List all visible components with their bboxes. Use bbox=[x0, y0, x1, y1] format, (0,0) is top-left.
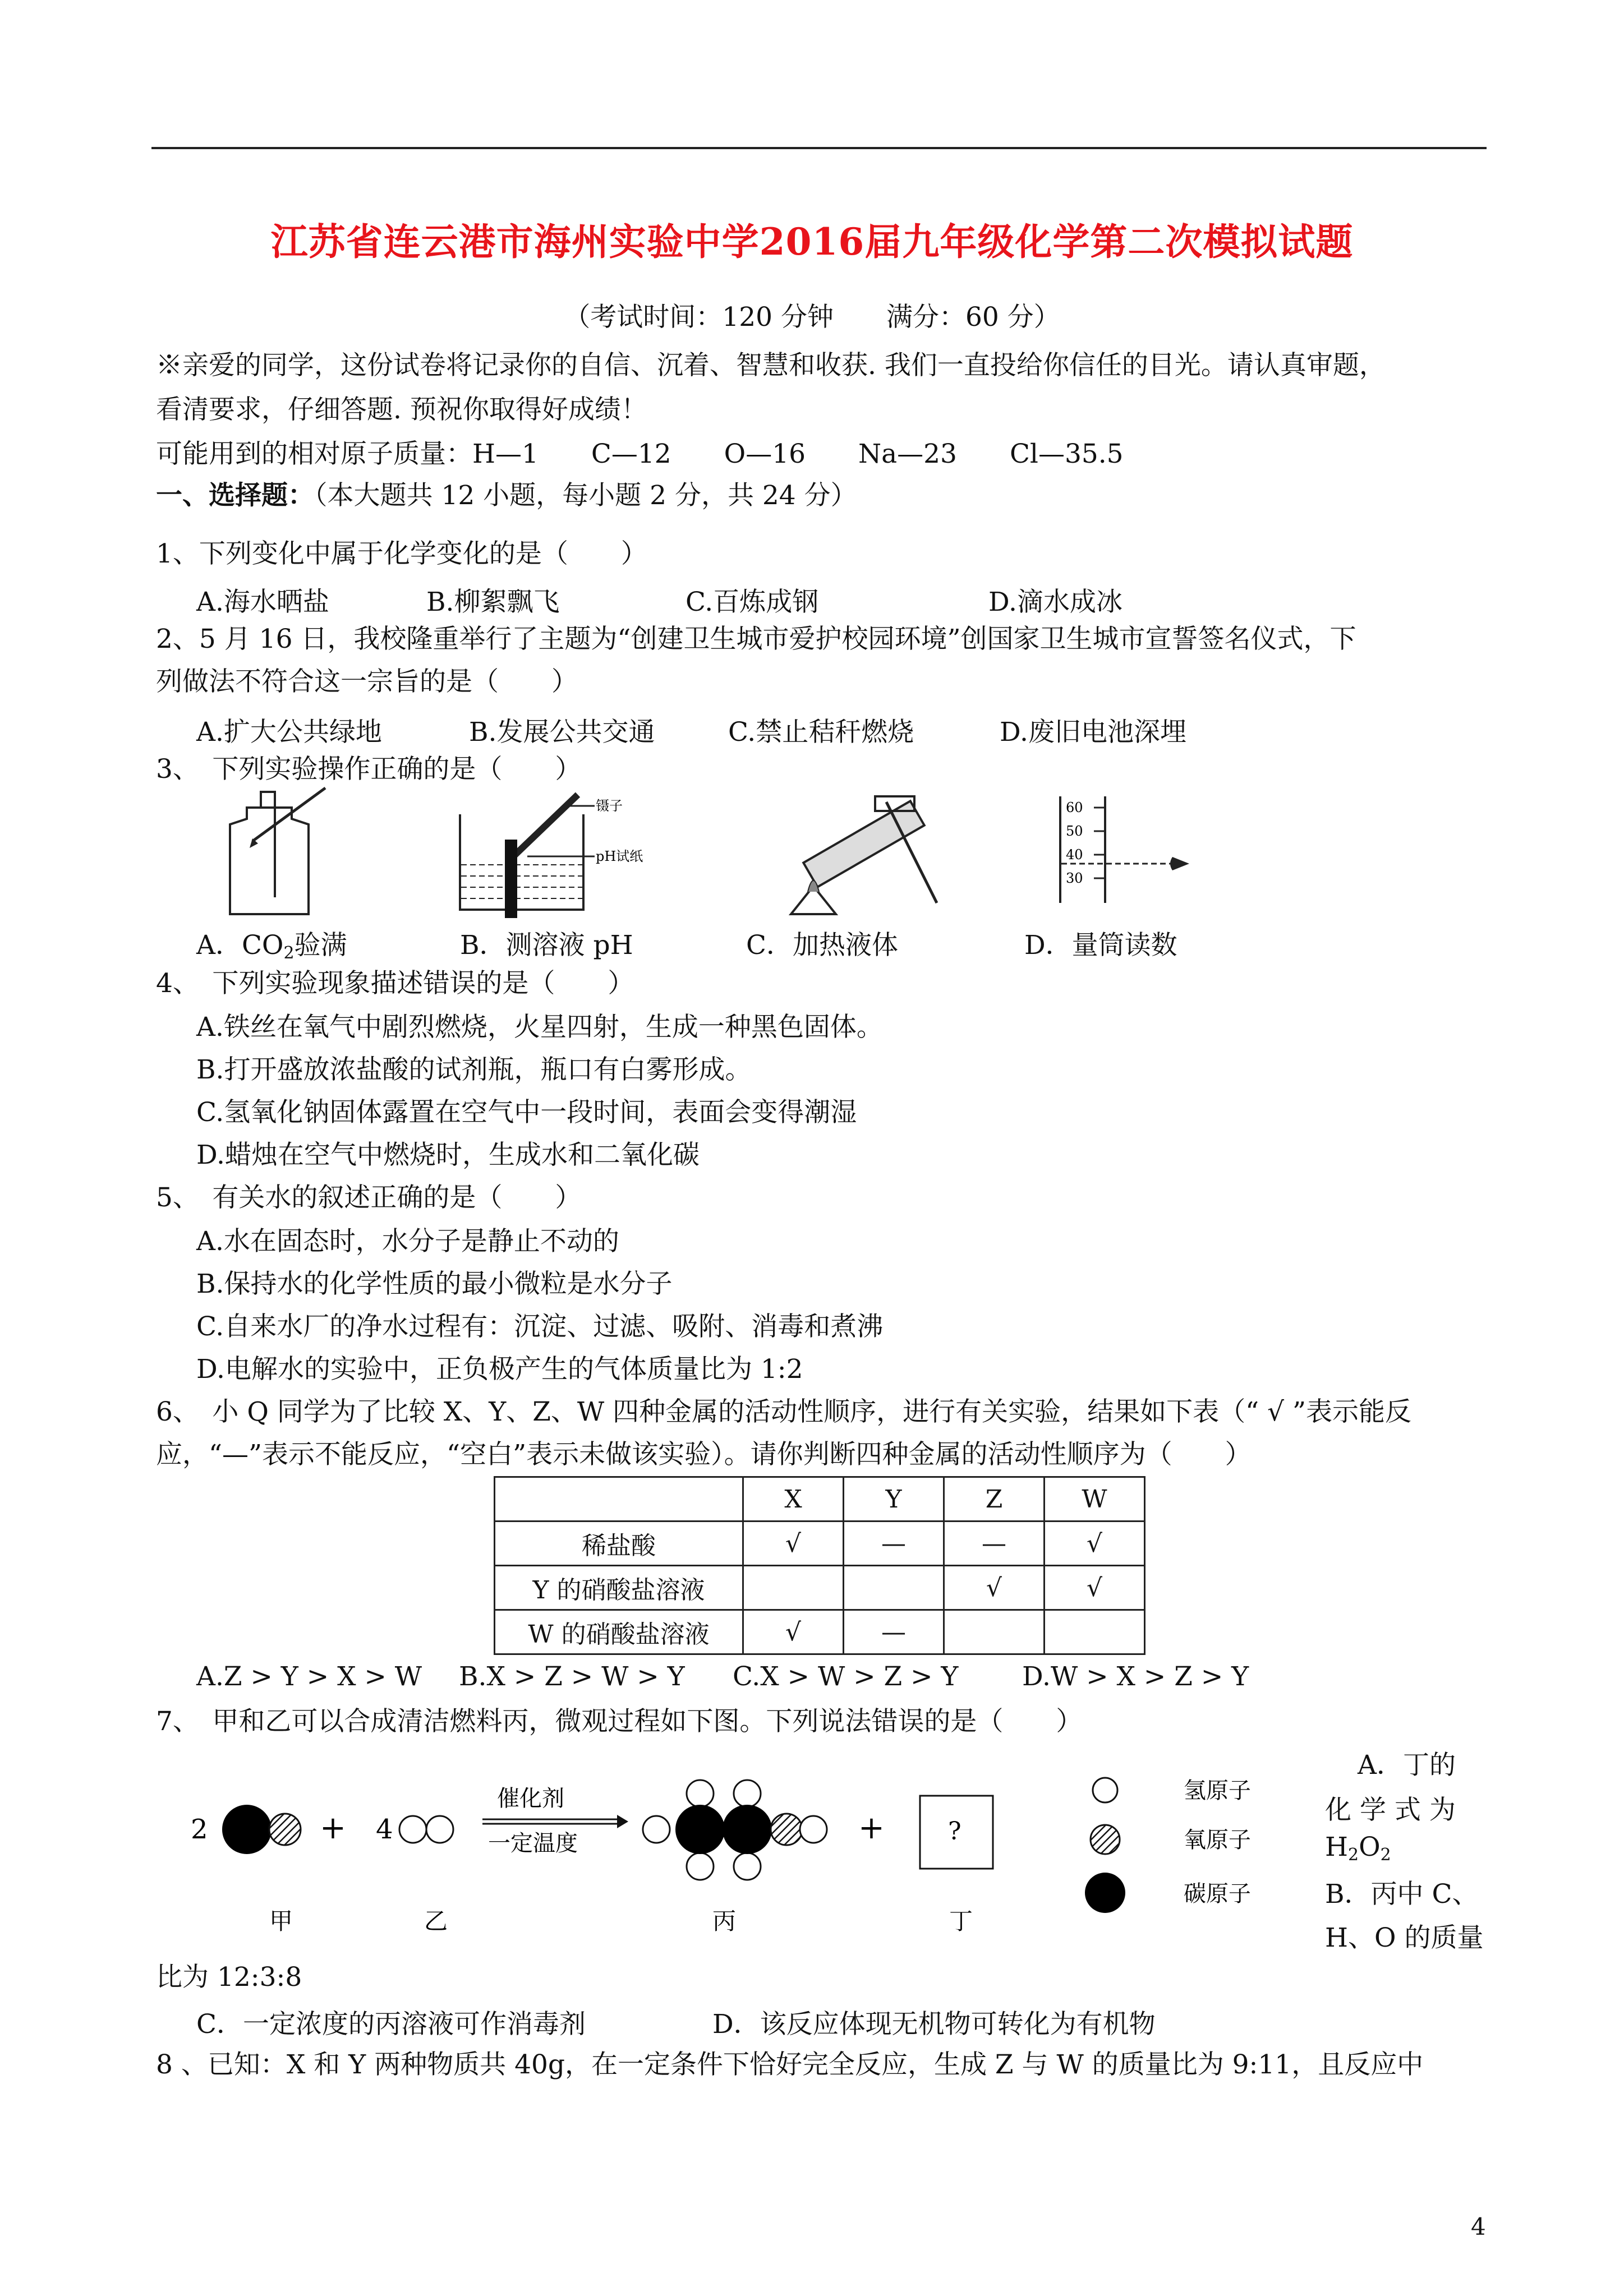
header-cell: Y bbox=[844, 1477, 944, 1522]
atomic-masses: 可能用到的相对原子质量：H—1 C—12 O—16 Na—23 Cl—35.5 bbox=[156, 439, 1124, 469]
section-1-header bbox=[156, 479, 857, 513]
q6-stem-line-2: 应，“—”表示不能反应，“空白”表示未做该实验）。请你判断四种金属的活动性顺序为（ ） bbox=[156, 1439, 1252, 1470]
q7-option-a-line-2: 化 学 式 为 bbox=[1325, 1795, 1456, 1825]
co2-test-figure bbox=[219, 785, 331, 920]
legend-hydrogen-icon bbox=[1093, 1778, 1117, 1802]
tick-50: 50 bbox=[1066, 823, 1083, 839]
q7-option-b-line-2: H、O 的质量 bbox=[1325, 1922, 1484, 1953]
table-cell: √ bbox=[944, 1566, 1045, 1610]
q6-option-b: B.X > Z > W > Y bbox=[459, 1661, 685, 1692]
table-row bbox=[495, 1566, 1145, 1610]
q4-option-c: C.氢氧化钠固体露置在空气中一段时间，表面会变得潮湿 bbox=[196, 1097, 857, 1128]
page-number: 4 bbox=[1471, 2213, 1486, 2240]
q2-option-b: B.发展公共交通 bbox=[469, 717, 655, 748]
label-ding: 丁 bbox=[949, 1907, 973, 1935]
table-cell: √ bbox=[1045, 1566, 1145, 1610]
intro-line-1: ※亲爱的同学，这份试卷将记录你的自信、沉着、智慧和收获. 我们一直投给你信任的目光。请认真审题， bbox=[156, 350, 1386, 381]
q4-stem: 4、 下列实验现象描述错误的是（ ） bbox=[156, 968, 634, 999]
arrow-bottom-label: 一定温度 bbox=[488, 1831, 578, 1856]
label-yi: 乙 bbox=[424, 1907, 448, 1935]
arrow-top-label: 催化剂 bbox=[497, 1786, 564, 1811]
q7-option-b-line-3: 比为 12:3:8 bbox=[156, 1962, 302, 1993]
q5-option-b: B.保持水的化学性质的最小微粒是水分子 bbox=[196, 1269, 673, 1299]
q1-option-a: A.海水晒盐 bbox=[196, 587, 329, 617]
q2-option-d: D.废旧电池深埋 bbox=[1000, 717, 1186, 748]
header-cell: W bbox=[1045, 1477, 1145, 1522]
header-cell bbox=[495, 1477, 743, 1522]
q2-stem-line-2: 列做法不符合这一宗旨的是（ ） bbox=[156, 666, 578, 697]
ph-paper-label: pH试纸 bbox=[596, 849, 643, 864]
carbon-atom bbox=[222, 1805, 272, 1854]
q6-option-a: A.Z > Y > X > W bbox=[196, 1661, 422, 1692]
q6-stem-line-1: 6、 小 Q 同学为了比较 X、Y、Z、W 四种金属的活动性顺序，进行有关实验，结果如下表（“ √ ”表示能反 bbox=[156, 1396, 1412, 1427]
q2-option-c: C.禁止秸秆燃烧 bbox=[728, 717, 914, 748]
q7-stem: 7、 甲和乙可以合成清洁燃料丙，微观过程如下图。下列说法错误的是（ ） bbox=[156, 1706, 1083, 1737]
q3-option-a: A．$CO_2$验满 bbox=[196, 930, 347, 963]
q7-option-a-line-1: A．丁的 bbox=[1358, 1750, 1456, 1781]
tweezers-label: 镊子 bbox=[596, 798, 623, 814]
legend-oxygen-icon bbox=[1091, 1825, 1120, 1854]
table-cell bbox=[944, 1610, 1045, 1654]
reaction-diagram bbox=[185, 1761, 1318, 1946]
table-cell: — bbox=[944, 1522, 1045, 1566]
header-rule bbox=[151, 147, 1487, 149]
legend-oxygen: 氧原子 bbox=[1184, 1827, 1251, 1853]
question-mark: ? bbox=[948, 1817, 961, 1846]
q4-option-d: D.蜡烛在空气中燃烧时，生成水和二氧化碳 bbox=[196, 1140, 700, 1170]
table-cell: W 的硝酸盐溶液 bbox=[495, 1610, 743, 1654]
q4-option-a: A.铁丝在氧气中剧烈燃烧，火星四射，生成一种黑色固体。 bbox=[196, 1012, 883, 1043]
q7-option-c: C．一定浓度的丙溶液可作消毒剂 bbox=[196, 2009, 586, 2040]
q1-option-d: D.滴水成冰 bbox=[988, 587, 1122, 617]
q5-stem: 5、 有关水的叙述正确的是（ ） bbox=[156, 1182, 582, 1213]
tick-30: 30 bbox=[1066, 870, 1083, 886]
legend-carbon: 碳原子 bbox=[1184, 1881, 1251, 1907]
table-cell: √ bbox=[743, 1522, 844, 1566]
heating-liquid-figure bbox=[769, 785, 948, 920]
measuring-cylinder-figure bbox=[1049, 791, 1195, 909]
table-cell: √ bbox=[743, 1610, 844, 1654]
plus-sign-2: + bbox=[858, 1810, 885, 1846]
ph-test-figure bbox=[449, 792, 662, 921]
q7-option-d: D．该反应体现无机物可转化为有机物 bbox=[712, 2009, 1156, 2040]
q4-option-b: B.打开盛放浓盐酸的试剂瓶，瓶口有白雾形成。 bbox=[196, 1054, 752, 1085]
q1-option-b: B.柳絮飘飞 bbox=[426, 587, 560, 617]
header-cell: Z bbox=[944, 1477, 1045, 1522]
q5-option-d: D.电解水的实验中，正负极产生的气体质量比为 1:2 bbox=[196, 1354, 803, 1385]
q1-option-c: C.百炼成钢 bbox=[686, 587, 819, 617]
legend-carbon-icon bbox=[1085, 1873, 1125, 1913]
coef-yi: 4 bbox=[376, 1814, 393, 1845]
table-cell bbox=[743, 1566, 844, 1610]
table-row bbox=[495, 1610, 1145, 1654]
q7-option-b-line-1: B．丙中 C、 bbox=[1325, 1879, 1479, 1910]
q3-stem: 3、 下列实验操作正确的是（ ） bbox=[156, 754, 582, 785]
q6-option-c: C.X > W > Z > Y bbox=[733, 1661, 959, 1692]
q3-option-b: B．测溶液 pH bbox=[460, 930, 633, 961]
label-bing: 丙 bbox=[712, 1907, 737, 1935]
tick-40: 40 bbox=[1066, 847, 1083, 863]
q7-option-a-line-3: $H_2O_2$ bbox=[1325, 1832, 1391, 1865]
hydrogen-atom bbox=[399, 1816, 426, 1843]
label-jia: 甲 bbox=[269, 1907, 293, 1935]
q6-option-d: D.W > X > Z > Y bbox=[1022, 1661, 1249, 1692]
q3-option-d: D．量筒读数 bbox=[1024, 930, 1177, 961]
metal-activity-table bbox=[494, 1476, 1145, 1655]
coef-jia: 2 bbox=[191, 1814, 208, 1845]
table-row bbox=[495, 1522, 1145, 1566]
table-header-row bbox=[495, 1477, 1145, 1522]
q2-stem-line-1: 2、5 月 16 日，我校隆重举行了主题为“创建卫生城市爱护校园环境”创国家卫生城市宣誓签名仪式，下 bbox=[156, 624, 1356, 654]
q5-option-c: C.自来水厂的净水过程有：沉淀、过滤、吸附、消毒和煮沸 bbox=[196, 1311, 884, 1342]
plus-sign: + bbox=[320, 1810, 346, 1846]
q5-option-a: A.水在固态时，水分子是静止不动的 bbox=[196, 1226, 619, 1257]
q3-option-c: C．加热液体 bbox=[746, 930, 898, 961]
header-cell: X bbox=[743, 1477, 844, 1522]
q2-option-a: A.扩大公共绿地 bbox=[196, 717, 382, 748]
legend-hydrogen: 氢原子 bbox=[1184, 1778, 1251, 1804]
exam-info: （考试时间：120 分钟 满分：60 分） bbox=[564, 302, 1060, 333]
table-cell: Y 的硝酸盐溶液 bbox=[495, 1566, 743, 1610]
table-cell: — bbox=[844, 1610, 944, 1654]
table-cell bbox=[1045, 1610, 1145, 1654]
exam-title: 江苏省连云港市海州实验中学2016届九年级化学第二次模拟试题 bbox=[270, 220, 1354, 264]
oxygen-atom bbox=[269, 1814, 301, 1845]
table-cell bbox=[844, 1566, 944, 1610]
section-1-desc: （本大题共 12 小题，每小题 2 分，共 24 分） bbox=[314, 480, 857, 511]
table-cell: √ bbox=[1045, 1522, 1145, 1566]
hydrogen-atom bbox=[426, 1816, 453, 1843]
table-cell: — bbox=[844, 1522, 944, 1566]
q1-stem: 1、下列变化中属于化学变化的是（ ） bbox=[156, 538, 647, 569]
table-cell: 稀盐酸 bbox=[495, 1522, 743, 1566]
intro-line-2: 看清要求，仔细答题. 预祝你取得好成绩！ bbox=[156, 394, 647, 425]
q8-stem: 8 、已知：X 和 Y 两种物质共 40g，在一定条件下恰好完全反应，生成 Z 与 W 的质量比为 9:11，且反应中 bbox=[156, 2049, 1424, 2080]
tick-60: 60 bbox=[1066, 800, 1083, 815]
section-1-heading: 一、选择题： bbox=[156, 480, 314, 511]
